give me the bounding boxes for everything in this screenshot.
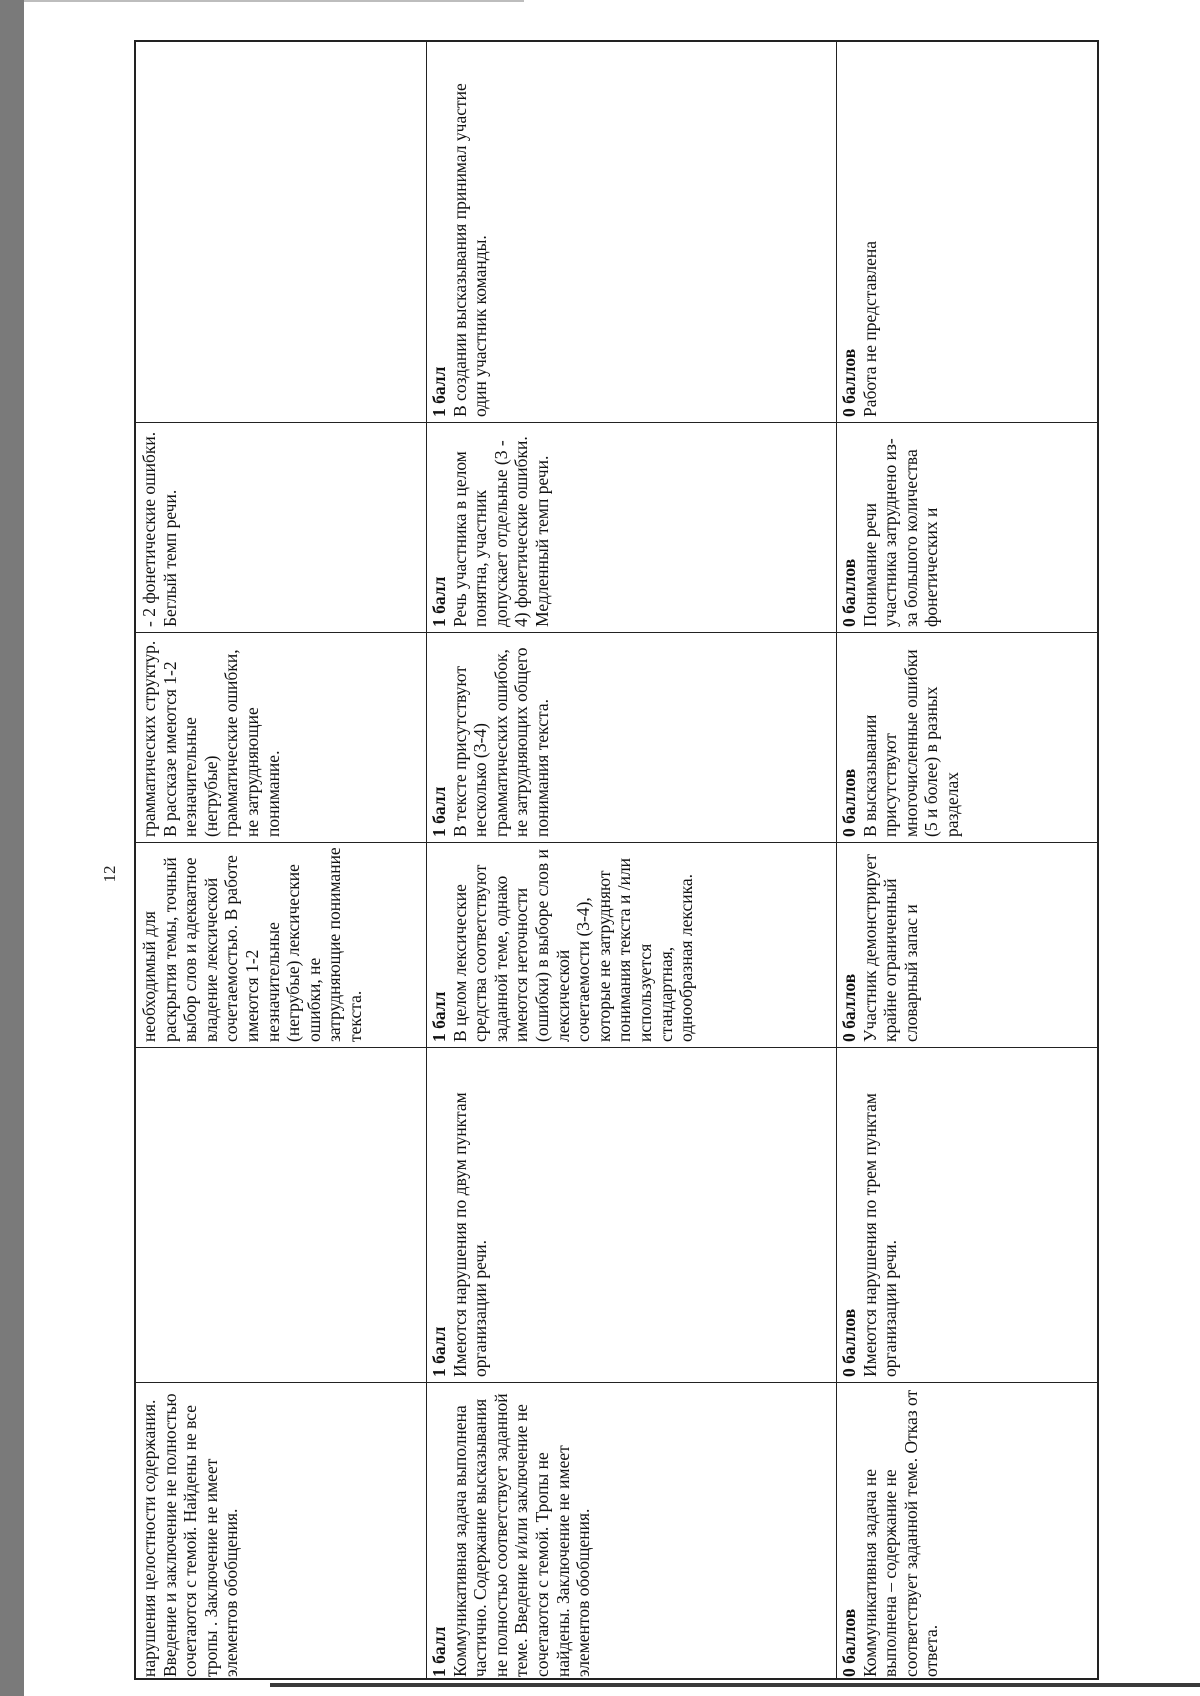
cell-content (136, 632, 426, 842)
cell-text: В высказывании присутствуют многочисленные ошибки (5 и более) в разных разделах (859, 649, 962, 837)
table-cell (836, 42, 1101, 422)
cell-text: необходимый для раскрытия темы, точный выбор слов и адекватное владение лексической сочетаемостью. В работе имеются 1-2 незначительные (негрубые) лексические ошибки, не затрудняющие понимание текста. (139, 847, 365, 1042)
table-cell (426, 632, 836, 842)
table-cell (836, 842, 1101, 1047)
cell-text: В целом лексические средства соответствуют заданной теме, однако имеются неточности (ошибки) в выборе слов и лексической сочетаемости (3-4), которые не затрудняют понимания текста и /или используется стандартная, однообразная лексика. (449, 849, 697, 1042)
table-cell (136, 42, 426, 422)
cell-text: Коммуникативная задача не выполнена – содержание не соответствует заданной теме. Отказ от ответа. (859, 1389, 942, 1677)
cell-text: - 2 фонетические ошибки. Беглый темп речи. (139, 431, 180, 627)
cell-content (426, 1382, 836, 1682)
cell-text: Работа не представлена (859, 240, 880, 417)
cell-content (426, 632, 836, 842)
cell-content (136, 1047, 426, 1382)
page-edge-shadow (270, 1683, 1200, 1687)
table-cell (836, 1382, 1101, 1682)
cell-score: 0 баллов (839, 1308, 859, 1377)
table-cell (836, 1047, 1101, 1382)
cell-score: 0 баллов (839, 1608, 859, 1677)
cell-text: Участник демонстрирует крайне ограниченный словарный запас и (859, 853, 921, 1042)
table-cell (136, 842, 426, 1047)
cell-text: Понимание речи участника затруднено из-за большого количества фонетических и (859, 438, 942, 627)
cell-content (426, 422, 836, 632)
cell-score: 1 балл (429, 991, 449, 1042)
cell-content (836, 1382, 1101, 1682)
table-cell (136, 1047, 426, 1382)
cell-text: нарушения целостности содержания. Введение и заключение не полностью сочетаются с темой. Найдены не все тропы . Заключение не имеет элементов обобщения. (139, 1393, 242, 1677)
table-cell (426, 1047, 836, 1382)
cell-score: 1 балл (429, 366, 449, 417)
cell-content (136, 842, 426, 1047)
cell-text: В тексте присутствуют несколько (3-4) грамматических ошибок, не затрудняющих общего понимания текста. (449, 647, 552, 837)
table-cell (426, 422, 836, 632)
cell-content (836, 42, 1101, 422)
cell-score: 1 балл (429, 1326, 449, 1377)
page-edge-line (24, 0, 524, 2)
cell-content (136, 422, 426, 632)
cell-content (836, 842, 1101, 1047)
cell-content (426, 42, 836, 422)
cell-text: грамматических структур. В рассказе имеются 1-2 незначительные (негрубые) грамматические ошибки, не затрудняющие понимание. (139, 640, 283, 837)
table-cell (426, 1382, 836, 1682)
cell-text: Имеются нарушения по трем пунктам организации речи. (859, 1093, 901, 1377)
cell-text: В создании высказывания принимал участие один участник команды. (449, 83, 491, 417)
cell-content (426, 1047, 836, 1382)
cell-score: 0 баллов (839, 973, 859, 1042)
table-cell (136, 632, 426, 842)
cell-content (836, 1047, 1101, 1382)
table-cell (136, 1382, 426, 1682)
cell-text: Коммуникативная задача выполнена частично. Содержание высказывания не полностью соответствует заданной теме. Введение и/или заключение не сочетаются с темой. Тропы не найдены. Заключение не имеет элементов обобщения. (449, 1393, 594, 1677)
table-cell (426, 42, 836, 422)
cell-content (836, 422, 1101, 632)
rubric-table (134, 40, 1099, 1680)
page-number: 12 (100, 865, 119, 883)
cell-score: 0 баллов (839, 768, 859, 837)
cell-score: 0 баллов (839, 558, 859, 627)
cell-score: 1 балл (429, 576, 449, 627)
cell-content (136, 42, 426, 422)
cell-score: 1 балл (429, 786, 449, 837)
cell-content (136, 1382, 426, 1682)
cell-content (836, 632, 1101, 842)
cell-score: 1 балл (429, 1626, 449, 1677)
table-cell (836, 422, 1101, 632)
cell-score: 0 баллов (839, 348, 859, 417)
table-cell (426, 842, 836, 1047)
cell-content (426, 842, 836, 1047)
table-cell (836, 632, 1101, 842)
table-cell (136, 422, 426, 632)
cell-text: Речь участника в целом понятна, участник допускает отдельные (3 - 4) фонетические ошибки. Медленный темп речи. (449, 436, 552, 627)
cell-text: Имеются нарушения по двум пунктам организации речи. (449, 1092, 491, 1377)
